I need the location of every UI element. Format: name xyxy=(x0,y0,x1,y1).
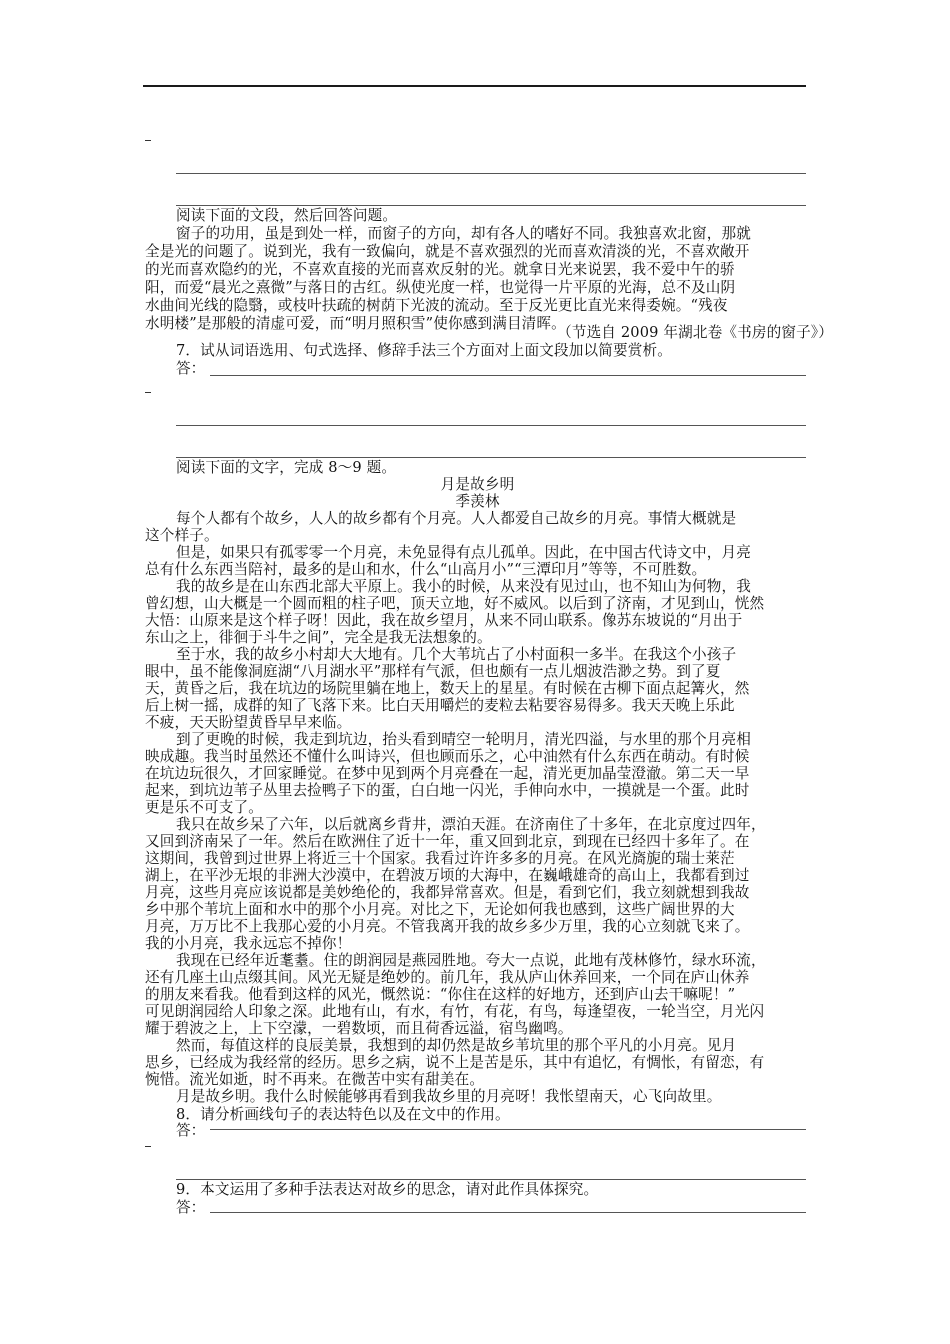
article-line: 湖上，在平沙无垠的非洲大沙漠中，在碧波万顷的大海中，在巍峨雄奇的高山上，我都看到过 xyxy=(145,867,750,884)
article-line: 天，黄昏之后，我在坑边的场院里躺在地上，数天上的星星。有时候在古柳下面点起篝火，然 xyxy=(145,680,750,697)
article-line: 的朋友来看我。他看到这样的风光，慨然说：“你住在这样的好地方，还到庐山去干嘛呢！” xyxy=(145,986,736,1003)
answer-label-9: 答： xyxy=(176,1199,206,1216)
article-author: 季羡林 xyxy=(455,493,500,510)
article-line: 思乡，已经成为我经常的经历。思乡之病，说不上是苦是乐，其中有追忆，有惆怅，有留恋，有 xyxy=(145,1054,765,1071)
article-line: 我的故乡是在山东西北部大平原上。我小的时候，从来没有见过山，也不知山为何物，我 xyxy=(176,578,752,595)
question-8: 8．请分析画线句子的表达特色以及在文中的作用。 xyxy=(176,1106,510,1123)
passage1-line: 水曲间光线的隐翳，或枝叶扶疏的树荫下光波的流动。至于反光更比直光来得委婉。“残夜 xyxy=(145,297,728,314)
passage1-source: （节选自 2009 年湖北卷《书房的窗子》） xyxy=(557,324,833,341)
margin-dash xyxy=(145,392,151,393)
answer-line-9[interactable] xyxy=(210,1212,806,1213)
article-line: 这个样子。 xyxy=(145,527,219,544)
article-line: 起来，到坑边苇子丛里去捡鸭子下的蛋，白白地一闪光，手伸向水中，一摸就是一个蛋。此时 xyxy=(145,782,750,799)
article-line: 眼中，虽不能像洞庭湖“八月湖水平”那样有气派，但也颇有一点儿烟波浩渺之势。到了夏 xyxy=(145,663,721,680)
passage1-line: 全是光的问题了。说到光，我有一致偏向，就是不喜欢强烈的光而喜欢清淡的光，不喜欢敞开 xyxy=(145,243,750,260)
article-line: 后上树一摇，成群的知了飞落下来。比白天用嚼烂的麦粒去粘要容易得多。我天天晚上乐此 xyxy=(145,697,735,714)
answer-line-7[interactable] xyxy=(176,425,806,426)
article-line: 我的小月亮，我永远忘不掉你！ xyxy=(145,935,352,952)
question-7: 7．试从词语选用、句式选择、修辞手法三个方面对上面文段加以简要赏析。 xyxy=(176,342,672,359)
article-line: 耀于碧波之上，上下空濛，一碧数顷，而且荷香远溢，宿鸟幽鸣。 xyxy=(145,1020,573,1037)
question-9: 9．本文运用了多种手法表达对故乡的思念，请对此作具体探究。 xyxy=(176,1181,599,1198)
article-line: 然而，每值这样的良辰美景，我想到的却仍然是故乡苇坑里的那个平凡的小月亮。见月 xyxy=(176,1037,737,1054)
article-line: 我只在故乡呆了六年，以后就离乡背井，漂泊天涯。在济南住了十多年，在北京度过四年， xyxy=(176,816,766,833)
answer-line-7[interactable] xyxy=(210,375,806,376)
article-line: 惋惜。流光如逝，时不再来。在微苦中实有甜美在。 xyxy=(145,1071,485,1088)
article-line: 还有几座土山点缀其间。风光无疑是绝妙的。前几年，我从庐山休养回来，一个同在庐山休养 xyxy=(145,969,750,986)
margin-dash xyxy=(145,1146,151,1147)
answer-line xyxy=(176,205,806,206)
passage1-line: 窗子的功用，虽是到处一样，而窗子的方向，却有各人的嗜好不同。我独喜欢北窗，那就 xyxy=(176,225,752,242)
header-rule xyxy=(143,85,806,87)
article-line: 月是故乡明。我什么时候能够再看到我故乡里的月亮呀！我怅望南天，心飞向故里。 xyxy=(176,1088,722,1105)
article-line: 更是乐不可支了。 xyxy=(145,799,263,816)
article-line: 曾幻想，山大概是一个圆而粗的柱子吧，顶天立地，好不威风。以后到了济南，才见到山，恍然 xyxy=(145,595,765,612)
passage1-line: 阳，而爱“晨光之熹微”与落日的古红。纵使光度一样，也觉得一片平原的光海，总不及山阴 xyxy=(145,279,736,296)
answer-label-7: 答： xyxy=(176,360,206,377)
answer-line xyxy=(176,173,806,174)
article-line: 月亮，万万比不上我那心爱的小月亮。不管我离开我的故乡多少万里，我的心立刻就飞来了。 xyxy=(145,918,750,935)
article-line: 不疲，天天盼望黄昏早早来临。 xyxy=(145,714,352,731)
article-line: 大悟：山原来是这个样子呀！因此，我在故乡望月，从来不同山联系。像苏东坡说的“月出于 xyxy=(145,612,743,629)
article-line: 映成趣。我当时虽然还不懂什么叫诗兴，但也顾而乐之，心中油然有什么东西在萌动。有时候 xyxy=(145,748,750,765)
article-line: 这期间，我曾到过世界上将近三十个国家。我看过许许多多的月亮。在风光旖旎的瑞士莱茫 xyxy=(145,850,735,867)
article-line: 在坑边玩很久，才回家睡觉。在梦中见到两个月亮叠在一起，清光更加晶莹澄澈。第二天一早 xyxy=(145,765,750,782)
article-title: 月是故乡明 xyxy=(440,476,515,493)
passage1-line: 的光而喜欢隐约的光，不喜欢直接的光而喜欢反射的光。就拿日光来说罢，我不爱中午的骄 xyxy=(145,261,735,278)
article-line: 但是，如果只有孤零零一个月亮，未免显得有点儿孤单。因此，在中国古代诗文中，月亮 xyxy=(176,544,752,561)
article-line: 总有什么东西当陪衬，最多的是山和水，什么“山高月小”“三潭印月”等等，不可胜数。 xyxy=(145,561,707,578)
passage1-line: 水明楼”是那般的清虚可爱，而“明月照积雪”使你感到满目清晖。 xyxy=(145,315,566,332)
margin-dash xyxy=(145,140,151,141)
article-line: 至于水，我的故乡小村却大大地有。几个大苇坑占了小村面积一多半。在我这个小孩子 xyxy=(176,646,737,663)
answer-line-8[interactable] xyxy=(210,1129,806,1130)
article-line: 又回到济南呆了一年。然后在欧洲住了近十一年，重又回到北京，到现在已经四十多年了。在 xyxy=(145,833,750,850)
answer-label-8: 答： xyxy=(176,1122,206,1139)
article-line: 乡中那个苇坑上面和水中的那个小月亮。对比之下，无论如何我也感到，这些广阔世界的大 xyxy=(145,901,735,918)
article-line: 每个人都有个故乡，人人的故乡都有个月亮。人人都爱自己故乡的月亮。事情大概就是 xyxy=(176,510,737,527)
article-line: 可见朗润园给人印象之深。此地有山，有水，有竹，有花，有鸟，每逢望夜，一轮当空，月光闪 xyxy=(145,1003,765,1020)
article-line: 到了更晚的时候，我走到坑边，抬头看到晴空一轮明月，清光四溢，与水里的那个月亮相 xyxy=(176,731,752,748)
section1-intro: 阅读下面的文段，然后回答问题。 xyxy=(176,207,398,224)
article-line: 东山之上，徘徊于斗牛之间”，完全是我无法想象的。 xyxy=(145,629,492,646)
answer-line-7[interactable] xyxy=(176,457,806,458)
answer-line-8[interactable] xyxy=(176,1179,806,1180)
article-line: 月亮，这些月亮应该说都是美妙绝伦的，我都异常喜欢。但是，看到它们，我立刻就想到我故 xyxy=(145,884,750,901)
section2-intro: 阅读下面的文字，完成 8～9 题。 xyxy=(176,459,397,476)
article-line: 我现在已经年近耄耋。住的朗润园是燕园胜地。夸大一点说，此地有茂林修竹，绿水环流， xyxy=(176,952,766,969)
